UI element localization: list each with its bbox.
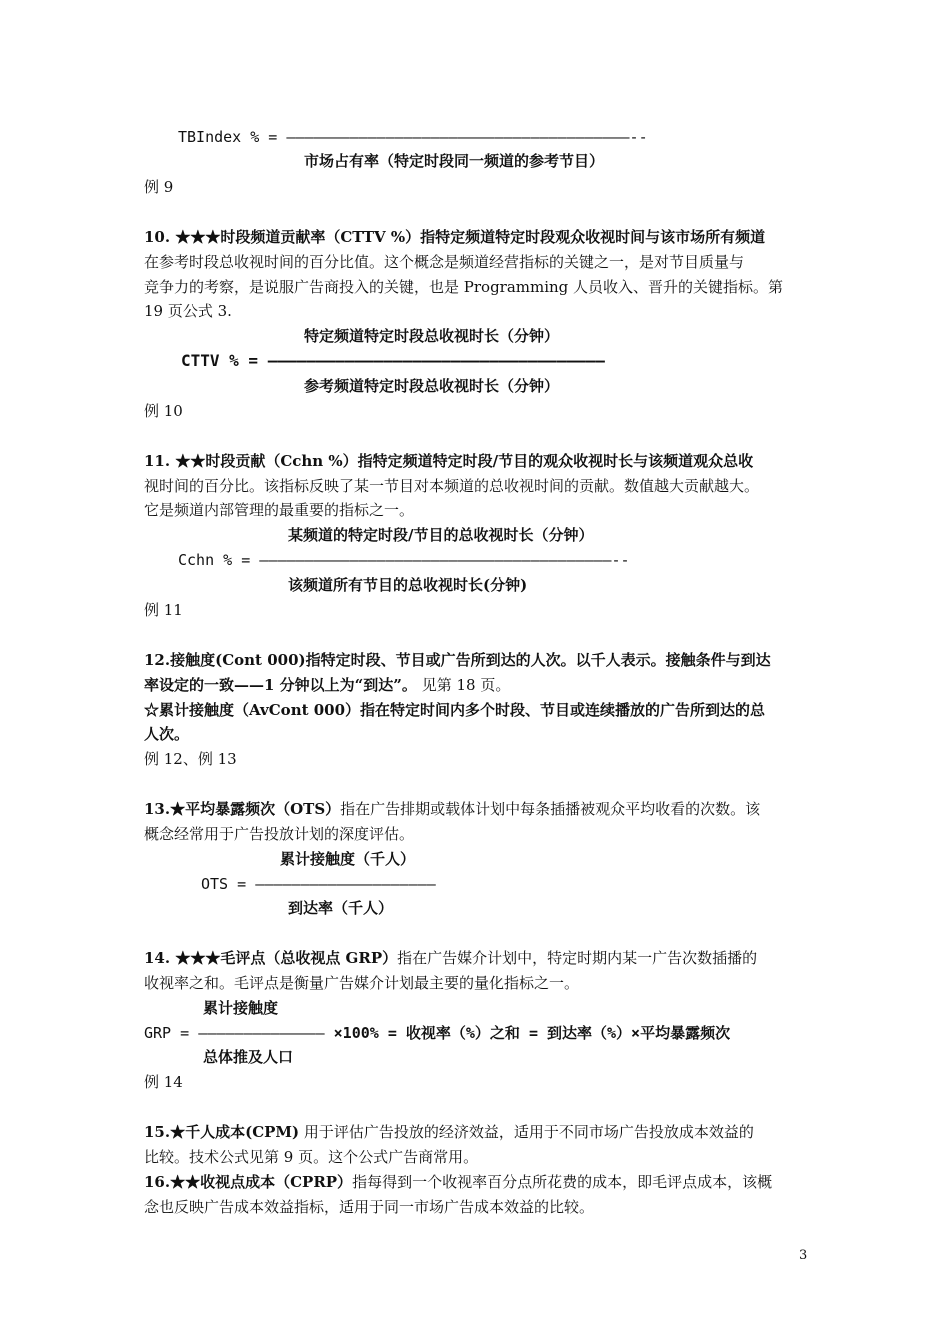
s13-denominator: 到达率（千人） <box>288 899 394 917</box>
s13-lhs: OTS = <box>201 875 256 893</box>
s13-formula <box>201 874 436 894</box>
s10-line-1: 10. ★★★时段频道贡献率（CTTV %）指特定频道特定时段观众收视时间与该市场所有频道 <box>144 228 766 246</box>
s10-denominator: 参考频道特定时段总收视时长（分钟） <box>304 377 560 395</box>
s13-line-2: 概念经常用于广告投放计划的深度评估。 <box>144 825 415 843</box>
s10-fraction-bar: ——————————————————————————————————— <box>267 351 605 370</box>
s11-line-2: 视时间的百分比。该指标反映了某一节目对本频道的总收视时间的贡献。数值越大贡献越大。 <box>144 477 760 495</box>
s10-lhs: CTTV % = <box>181 351 268 370</box>
example-ref-12-13: 例 12、例 13 <box>144 750 237 768</box>
s15-line-1: 15.★千人成本(CPM) 用于评估广告投放的经济效益，适用于不同市场广告投放成本效益的 <box>144 1123 754 1141</box>
page-number: 3 <box>799 1248 808 1263</box>
s10-line-2: 在参考时段总收视时间的百分比值。这个概念是频道经营指标的关键之一，是对节目质量与 <box>144 253 745 271</box>
s16-line-1: 16.★★收视点成本（CPRP）指每得到一个收视率百分点所花费的成本，即毛评点成本，该概 <box>144 1173 773 1191</box>
s12-line-2: 率设定的一致——1 分钟以上为“到达”。 见第 18 页。 <box>144 676 511 694</box>
s14-formula <box>144 1023 730 1043</box>
s11-formula <box>178 550 630 570</box>
s10-numerator: 特定频道特定时段总收视时长（分钟） <box>304 327 560 345</box>
s14-line-2: 收视率之和。毛评点是衡量广告媒介计划最主要的量化指标之一。 <box>144 974 580 992</box>
s10-formula <box>181 351 605 371</box>
tbindex-formula <box>178 127 648 147</box>
s12-line-4: 人次。 <box>144 725 190 743</box>
s14-denominator: 总体推及人口 <box>203 1048 294 1066</box>
tbindex-lhs: TBIndex % = <box>178 128 287 146</box>
s16-line-2: 念也反映广告成本效益指标，适用于同一市场广告成本效益的比较。 <box>144 1198 595 1216</box>
s10-line-4: 19 页公式 3. <box>144 302 232 320</box>
s12-line-1: 12.接触度(Cont 000)指特定时段、节目或广告所到达的人次。以千人表示。接触条件与到达 <box>144 651 771 669</box>
s14-fraction-bar: —————————————— <box>198 1024 325 1042</box>
s12-line-3: ☆累计接触度（AvCont 000）指在特定时间内多个时段、节目或连续播放的广告所到达的总 <box>144 701 766 719</box>
s14-lhs: GRP = <box>144 1024 199 1042</box>
example-ref-10: 例 10 <box>144 402 183 420</box>
example-ref-11: 例 11 <box>144 601 183 619</box>
s11-denominator: 该频道所有节目的总收视时长(分钟) <box>288 576 528 594</box>
s13-fraction-bar: ———————————————————— <box>255 875 436 893</box>
s13-line-1: 13.★平均暴露频次（OTS）指在广告排期或载体计划中每条插播被观众平均收看的次数。该 <box>144 800 761 818</box>
example-ref-14: 例 14 <box>144 1073 183 1091</box>
s10-line-3: 竞争力的考察，是说服广告商投入的关键，也是 Programming 人员收入、晋升的关键指标。第 <box>144 278 784 296</box>
tbindex-denominator: 市场占有率（特定时段同一频道的参考节目） <box>304 152 605 170</box>
s14-line-1: 14. ★★★毛评点（总收视点 GRP）指在广告媒介计划中，特定时期内某一广告次数插播的 <box>144 949 758 967</box>
s11-fraction-bar: ———————————————————————————————————————-- <box>259 551 630 569</box>
s11-numerator: 某频道的特定时段/节目的总收视时长（分钟） <box>288 526 594 544</box>
s15-line-2: 比较。技术公式见第 9 页。这个公式广告商常用。 <box>144 1148 479 1166</box>
s14-rhs: ×100% = 收视率（%）之和 = 到达率（%）×平均暴露频次 <box>324 1024 731 1042</box>
s11-line-3: 它是频道内部管理的最重要的指标之一。 <box>144 501 415 519</box>
s11-line-1: 11. ★★时段贡献（Cchn %）指特定频道特定时段/节目的观众收视时长与该频道观众总收 <box>144 452 754 470</box>
s13-numerator: 累计接触度（千人） <box>280 850 416 868</box>
s14-numerator: 累计接触度 <box>203 999 279 1017</box>
tbindex-fraction-bar: ——————————————————————————————————————-- <box>286 128 648 146</box>
s11-lhs: Cchn % = <box>178 551 260 569</box>
example-ref-9: 例 9 <box>144 178 174 196</box>
